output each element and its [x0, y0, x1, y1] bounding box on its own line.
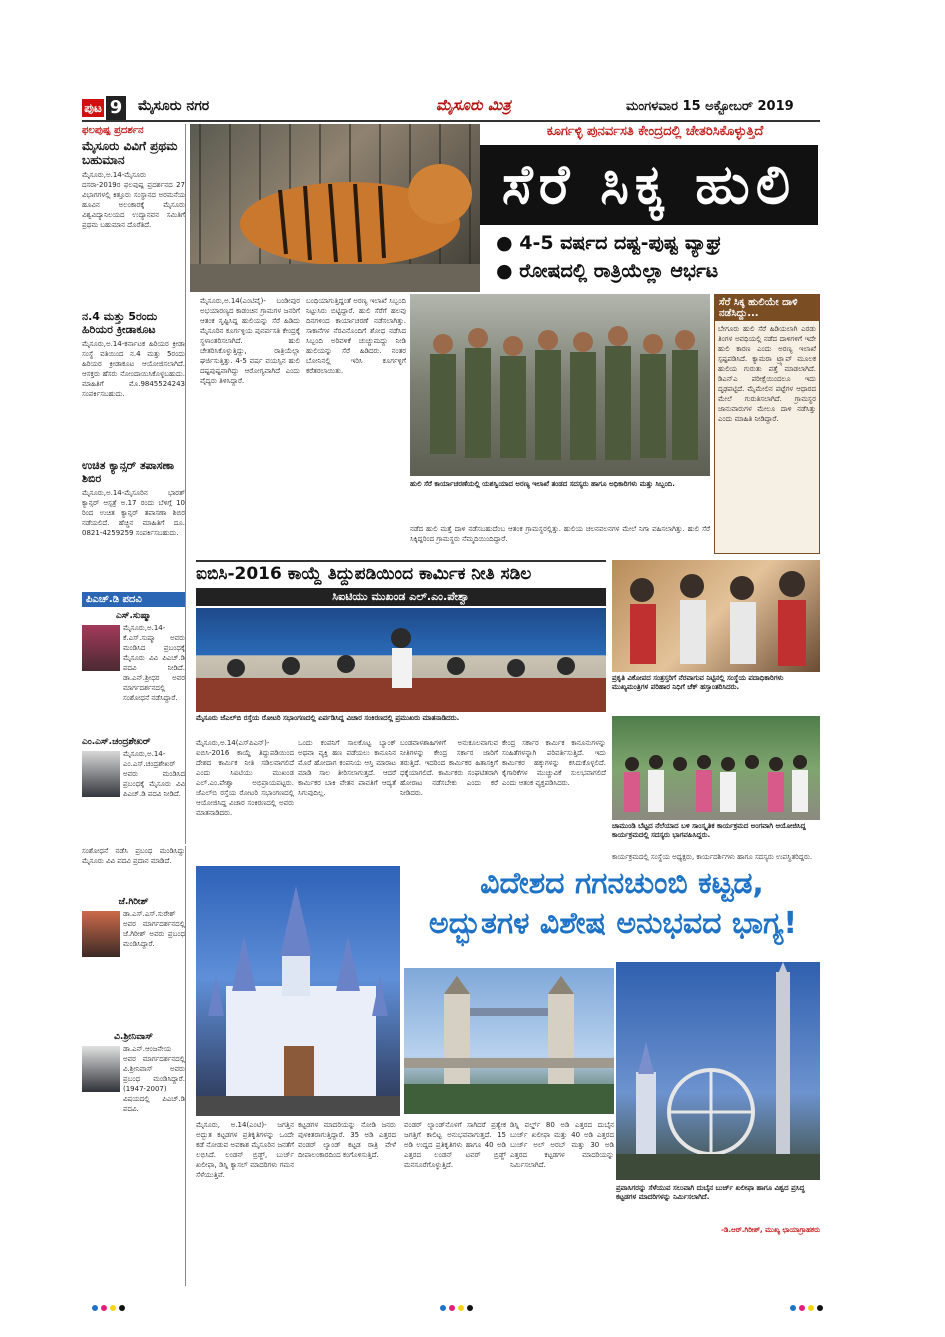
sidebox	[714, 294, 820, 554]
page-number: 9	[106, 96, 126, 120]
expo-headline: ವಿದೇಶದ ಗಗನಚುಂಬಿ ಕಟ್ಟಡ,	[480, 866, 764, 901]
bullet-text: ರೋಷದಲ್ಲಿ ರಾತ್ರಿಯೆಲ್ಲಾ ಆರ್ಭಟ	[519, 260, 719, 282]
scholar-text: ಮೈಸೂರು,ಅ.14-ಎಂ.ಎಸ್.ಚಂದ್ರಶೇಖರ್ ಅವರು ಮಂಡಿಸಿದ ಪ್ರಬಂಧಕ್ಕೆ ಮೈಸೂರು ವಿವಿ ಪಿಎಚ್.ಡಿ ಪದವಿ ನೀಡಿದೆ.	[123, 750, 185, 798]
scholar-text: ಡಾ.ಎಸ್.ಎಸ್.ಸುರೇಶ್ ಅವರ ಮಾರ್ಗದರ್ಶನದಲ್ಲಿ ಜೆ.ಗಿರೀಶ್ ಅವರು ಪ್ರಬಂಧ ಮಂಡಿಸಿದ್ದಾರೆ.	[123, 910, 185, 948]
group-photo	[612, 716, 820, 820]
headline: ಉಚಿತ ಕ್ಯಾನ್ಸರ್ ತಪಾಸಣಾ ಶಿಬಿರ	[82, 459, 175, 485]
scholar-photo	[82, 911, 120, 957]
labor-column: ಬಂಡವಾಳಶಾಹಿಗಳಿಗೆ ಅನುಕೂಲವಾಗುವ ನೀತಿಗಳನ್ನು ಕೇಂದ್ರ ಸರ್ಕಾರ ಜಾರಿಗೆ ತರುತ್ತಿದೆ. ಇದರಿಂದ ಕಾರ್ಮಿಕರ ಹಿತಾಸಕ್ತಿಗೆ ಧಕ್ಕೆಯಾಗಲಿದೆ. ಕಾರ್ಮಿಕರು ಸಂಘಟಿತರಾಗಿ ಹೋರಾಟ ನಡೆಸಬೇಕು ಎಂದು ಕರೆ ನೀಡಿದರು.	[400, 739, 498, 797]
lead-bullet	[496, 232, 816, 254]
photo-caption: ಪ್ರವಾಸಿಗರನ್ನು ಸೆಳೆಯುವ ಸಲುವಾಗಿ ದುಬೈನ ಬುರ್ಜ್ ಖಲೀಫಾ ಹಾಗೂ ವಿಶ್ವದ ಪ್ರಸಿದ್ಧ ಕಟ್ಟಡಗಳ ಮಾದರಿಗಳನ್ನು ನಿರ್ಮಿಸಲಾಗಿದೆ.	[616, 1184, 805, 1201]
registration-dot-yellow	[808, 1305, 814, 1311]
phd-section-title: ಪಿಎಚ್.ಡಿ ಪದವಿ	[82, 592, 185, 607]
registration-dot-magenta	[101, 1305, 107, 1311]
scholar-photo	[82, 625, 120, 671]
expo-column: ಕಟ್ಟಡಗಳ ಮಾದರಿಯನ್ನು ನೋಡಿ ಜನರು ಪುಳಕಿತರಾಗುತ್ತಿದ್ದಾರೆ. 35 ಅಡಿ ಎತ್ತರದ ವಂಡರ್ ಲ್ಯಾಂಡ್ ಕಟ್ಟಡ ರಾತ್ರಿ ವೇಳೆ ದೀಪಾಲಂಕಾರದಿಂದ ಕಂಗೊಳಿಸುತ್ತಿದೆ.	[298, 1121, 396, 1159]
registration-dot-magenta	[449, 1305, 455, 1311]
seminar-illustration	[196, 608, 606, 712]
scholar-photo	[82, 751, 120, 797]
section-title: ಮೈಸೂರು ನಗರ	[138, 98, 210, 114]
issue-date: ಮಂಗಳವಾರ 15 ಅಕ್ಟೋಬರ್ 2019	[626, 99, 794, 114]
photo-caption: ಹುಲಿ ಸೆರೆ ಕಾರ್ಯಾಚರಣೆಯಲ್ಲಿ ಯಶಸ್ವಿಯಾದ ಅರಣ್ಯ ಇಲಾಖೆ ತಂಡದ ಸದಸ್ಯರು ಹಾಗೂ ಅಧಿಕಾರಿಗಳು ಮತ್ತು ಸಿಬ್ಬಂದಿ.	[410, 480, 675, 488]
expo-column: ಡಿಸ್ನಿ ವರ್ಲ್ಡ್ 80 ಅಡಿ ಎತ್ತರದ ದುಬೈನ ಬುರ್ಜ್ ಖಲೀಫಾ ಮತ್ತು 40 ಅಡಿ ಎತ್ತರದ ಬುರ್ಜ್ ಅಲ್ ಅರಬ್ ಮತ್ತು 30 ಅಡಿ ಎತ್ತರದ ಕಟ್ಟಡಗಳ ಮಾದರಿಯನ್ನು ನಿರ್ಮಿಸಲಾಗಿದೆ.	[510, 1121, 614, 1169]
labor-column: ಮೈಸೂರು,ಅ.14(ಎಸ್‌ಪಿಎನ್)- ಐಬಿಸಿ-2016 ಕಾಯ್ದೆ ತಿದ್ದುಪಡಿಯಿಂದ ದೇಶದ ಕಾರ್ಮಿಕ ನೀತಿ ಸಡಿಲವಾಗಲಿದೆ ಎಂದು ಸಿಐಟಿಯು ಮುಖಂಡ ಎಲ್.ಎಂ.ಪೇಶ್ವಾ ಅಭಿಪ್ರಾಯಪಟ್ಟರು. ಜೆಎಲ್‌ಬಿ ರಸ್ತೆಯ ರೋಟರಿ ಸಭಾಂಗಣದಲ್ಲಿ ಆಯೋಜಿಸಿದ್ದ ವಿಚಾರ ಸಂಕಿರಣದಲ್ಲಿ ಅವರು ಮಾತನಾಡಿದರು.	[196, 739, 294, 817]
headline: ಮೈಸೂರು ವಿವಿಗೆ ಪ್ರಥಮ ಬಹುಮಾನ	[82, 139, 178, 167]
article-body: ಸಂಶೋಧನೆ ನಡೆಸಿ ಪ್ರಬಂಧ ಮಂಡಿಸಿದ್ದು ಮೈಸೂರು ವಿವಿ ಪದವಿ ಪ್ರದಾನ ಮಾಡಿದೆ.	[82, 847, 185, 865]
registration-dot-magenta	[799, 1305, 805, 1311]
sidebox-body: ಬೇಗೂರು ಹುಲಿ ಸೆರೆ ಹಿಡಿಯಲಾಗಿ ಎರಡು ತಿಂಗಳ ಅವಧಿಯಲ್ಲಿ ನಡೆದ ದಾಳಿಗಳಿಗೆ ಇದೇ ಹುಲಿ ಕಾರಣ ಎಂದು ಅರಣ್ಯ ಇಲಾಖೆ ಸ್ಪಷ್ಟಪಡಿಸಿದೆ. ಕ್ಯಾಮರಾ ಟ್ರ್ಯಾಪ್ ಮೂಲಕ ಹುಲಿಯ ಗುರುತು ಪತ್ತೆ ಮಾಡಲಾಗಿದೆ. ಡಿಎನ್‌ಎ ಪರೀಕ್ಷೆಯಿಂದಲೂ ಇದು ದೃಢಪಟ್ಟಿದೆ. ಮೈಮೇಲಿನ ಪಟ್ಟೆಗಳ ಆಧಾರದ ಮೇಲೆ ಗುರುತಿಸಲಾಗಿದೆ. ಗ್ರಾಮಸ್ಥರ ಜಾನುವಾರುಗಳ ಮೇಲೂ ದಾಳಿ ನಡೆಸಿತ್ತು ಎಂದು ಮಾಹಿತಿ ನೀಡಿದ್ದಾರೆ.	[718, 325, 816, 423]
lead-column: ಬಂಧಿಯಾಗುತ್ತಿದ್ದಂತೆ ಅರಣ್ಯ ಇಲಾಖೆ ಸಿಬ್ಬಂದಿ ನಿಟ್ಟುಸಿರು ಬಿಟ್ಟಿದ್ದಾರೆ. ಹುಲಿ ಸೆರೆಗೆ ಹಲವು ದಿನಗಳಿಂದ ಕಾರ್ಯಾಚರಣೆ ನಡೆಸಲಾಗಿತ್ತು. ಸಾಕಾನೆಗಳ ನೆರವಿನೊಂದಿಗೆ ಶೋಧ ನಡೆಸಿದ ಸಿಬ್ಬಂದಿ ಅರಿವಳಿಕೆ ಚುಚ್ಚುಮದ್ದು ನೀಡಿ ಹುಲಿಯನ್ನು ಸೆರೆ ಹಿಡಿದರು. ನಂತರ ಬೋನಿನಲ್ಲಿ ಇರಿಸಿ ಕೂರ್ಗಳ್ಳಿಗೆ ಕರೆತರಲಾಯಿತು.	[306, 297, 406, 375]
registration-dot-blue	[92, 1305, 98, 1311]
labor-subhead: ಸಿಐಟಿಯು ಮುಖಂಡ ಎಲ್.ಎಂ.ಪೇಶ್ವಾ	[196, 588, 606, 606]
photo-caption: ಚಾಮುಂಡಿ ಬೆಟ್ಟದ ನೆಲೆಯಾದ ಬಳಿ ಸಾಂಸ್ಕೃತಿಕ ಕಾರ್ಯಕ್ರಮದ ಅಂಗವಾಗಿ ಆಯೋಜಿಸಿದ್ದ ಕಾರ್ಯಕ್ರಮದಲ್ಲಿ ಸದಸ್ಯರು ಭಾಗವಹಿಸಿದ್ದರು.	[612, 822, 806, 839]
people-illustration	[612, 560, 820, 672]
lead-headline: ಸೆರೆ ಸಿಕ್ಕ ಹುಲಿ	[480, 145, 818, 225]
registration-dot-black	[467, 1305, 473, 1311]
lead-column: ನಡೆದ ಹುಲಿ ಮತ್ತೆ ದಾಳಿ ನಡೆಸಬಹುದೆಂಬ ಆತಂಕ ಗ್ರಾಮಸ್ಥರಲ್ಲಿತ್ತು. ಹುಲಿಯ ಚಲನವಲನಗಳ ಮೇಲೆ ನಿಗಾ ವಹಿಸಲಾಗಿತ್ತು. ಹುಲಿ ಸೆರೆ ಸಿಕ್ಕಿದ್ದರಿಂದ ಗ್ರಾಮಸ್ಥರು ನೆಮ್ಮದಿಯಿಂದಿದ್ದಾರೆ.	[410, 525, 710, 543]
registration-dot-yellow	[458, 1305, 464, 1311]
registration-marks	[440, 1296, 476, 1315]
labor-column: ಕೇಂದ್ರ ಸರ್ಕಾರ ಕಾರ್ಮಿಕ ಕಾನೂನುಗಳನ್ನು ಸಂಹಿತೆಗಳನ್ನಾಗಿ ಪರಿವರ್ತಿಸುತ್ತಿದೆ. ಇದು ಕಾರ್ಮಿಕರ ಹಕ್ಕುಗಳನ್ನು ಕಸಿದುಕೊಳ್ಳಲಿದೆ. ಕೈಗಾರಿಕೆಗಳ ಮುಚ್ಚುವಿಕೆ ಸುಲಭವಾಗಲಿದೆ ಎಂದು ಆತಂಕ ವ್ಯಕ್ತಪಡಿಸಿದರು.	[502, 739, 606, 787]
skyline-illustration	[616, 962, 820, 1180]
castle-illustration	[196, 866, 400, 1116]
left-column	[82, 124, 186, 844]
scholar-text: ಮೈಸೂರು,ಅ.14-ಕೆ.ಎಸ್.ಸುಷ್ಮಾ ಅವರು ಮಂಡಿಸಿದ ಪ್ರಬಂಧಕ್ಕೆ ಮೈಸೂರು ವಿವಿ ಪಿಎಚ್.ಡಿ ಪದವಿ ನೀಡಿದೆ. ಡಾ.ಎನ್.ಶ್ರೀಧರ ಅವರ ಮಾರ್ಗದರ್ಶನದಲ್ಲಿ ಸಂಶೋಧನೆ ನಡೆಸಿದ್ದಾರೆ.	[123, 624, 185, 702]
seminar-photo	[196, 608, 606, 712]
headline: ನ.4 ಮತ್ತು 5ರಂದು ಹಿರಿಯರ ಕ್ರೀಡಾಕೂಟ	[82, 310, 158, 336]
scholar-name: ಜೆ.ಗಿರೀಶ್	[118, 897, 149, 907]
scholar-name: ಎಸ್.ಸುಷ್ಮಾ	[115, 611, 152, 621]
tiger-photo	[190, 124, 480, 292]
burj-photo	[616, 962, 820, 1180]
scholar-text: ಡಾ.ಎನ್.ಆಂಜನೇಯ ಅವರ ಮಾರ್ಗದರ್ಶನದಲ್ಲಿ ವಿ.ಶ್ರೀನಿವಾಸ್ ಅವರು ಪ್ರಬಂಧ ಮಂಡಿಸಿದ್ದಾರೆ. (1947-2007) ವಿಷಯದಲ್ಲಿ ಪಿಎಚ್.ಡಿ ಪದವಿ.	[123, 1045, 185, 1113]
crowd-illustration	[612, 716, 820, 820]
photo-caption: ಪ್ರಕೃತಿ ವಿಕೋಪದ ಸಂತ್ರಸ್ತರಿಗೆ ನೆರವಾಗುವ ನಿಟ್ಟಿನಲ್ಲಿ ಸಂಸ್ಥೆಯ ಪದಾಧಿಕಾರಿಗಳು ಮುಖ್ಯಮಂತ್ರಿಗಳ ಪರಿಹಾರ ನಿಧಿಗೆ ಚೆಕ್ ಹಸ್ತಾಂತರಿಸಿದರು.	[612, 674, 784, 691]
photo-credit: -ಡಿ.ಆರ್.ಗಿರೀಶ್, ಮುಖ್ಯ ಛಾಯಾಗ್ರಾಹಕರು	[721, 1226, 820, 1234]
expo-headline: ಅದ್ಭುತಗಳ ವಿಶೇಷ ಅನುಭವದ ಭಾಗ್ಯ!	[428, 906, 798, 941]
registration-marks	[92, 1296, 128, 1315]
left-column-lower	[82, 846, 186, 1286]
lead-column: ಮೈಸೂರು,ಅ.14(ಎಂಟಿವೈ)- ಬಂಡೀಪುರ ಅಭಯಾರಣ್ಯದ ಕಾಡಂಚಿನ ಗ್ರಾಮಗಳ ಜನರಿಗೆ ಆತಂಕ ಸೃಷ್ಟಿಸಿದ್ದ ಹುಲಿಯನ್ನು ಸೆರೆ ಹಿಡಿದು ಮೈಸೂರಿನ ಕೂರ್ಗಳ್ಳಿಯ ಪುನರ್ವಸತಿ ಕೇಂದ್ರಕ್ಕೆ ಸ್ಥಳಾಂತರಿಸಲಾಗಿದೆ. ಹುಲಿ ಚೇತರಿಸಿಕೊಳ್ಳುತ್ತಿದ್ದು, ರಾತ್ರಿಯೆಲ್ಲಾ ಘರ್ಜಿಸುತ್ತಿತ್ತು. 4-5 ವರ್ಷ ವಯಸ್ಸಿನ ಹುಲಿ ದಷ್ಟಪುಷ್ಟವಾಗಿದ್ದು ಆರೋಗ್ಯವಾಗಿದೆ ಎಂದು ವೈದ್ಯರು ತಿಳಿಸಿದ್ದಾರೆ.	[200, 297, 300, 385]
phd-entry	[82, 610, 185, 733]
bridge-illustration	[404, 968, 614, 1114]
article-body: ಮೈಸೂರು,ಅ.14-ಕರ್ನಾಟಕ ಹಿರಿಯರ ಕ್ರೀಡಾ ಸಂಸ್ಥೆ ವತಿಯಿಂದ ನ.4 ಮತ್ತು 5ರಂದು ಹಿರಿಯರ ಕ್ರೀಡಾಕೂಟ ಆಯೋಜಿಸಲಾಗಿದೆ. ಆಸಕ್ತರು ಹೆಸರು ನೋಂದಾಯಿಸಿಕೊಳ್ಳಬಹುದು. ಮಾಹಿತಿಗೆ ಮೊ.9845524243 ಸಂಪರ್ಕಿಸಬಹುದು.	[82, 340, 185, 398]
lead-bullet	[496, 260, 816, 282]
expo-column: ವಂಡರ್ ಲ್ಯಾಂಡ್‌ನೊಳಗೆ ಸಾಗಿದರೆ ಪ್ರತ್ಯೇಕ ಜಗತ್ತಿಗೆ ಕಾಲಿಟ್ಟ ಅನುಭವವಾಗುತ್ತದೆ. 15 ಅಡಿ ಉದ್ದದ ಪ್ರತಿಕೃತಿಗಳು ಹಾಗೂ 40 ಅಡಿ ಎತ್ತರದ ಲಂಡನ್ ಟವರ್ ಬ್ರಿಡ್ಜ್ ಮನಸೂರೆಗೊಳ್ಳುತ್ತಿದೆ.	[404, 1121, 506, 1169]
lead-kicker: ಕೂರ್ಗಳ್ಳಿ ಪುನರ್ವಸತಿ ಕೇಂದ್ರದಲ್ಲಿ ಚೇತರಿಸಿಕೊಳ್ಳುತ್ತಿದೆ	[546, 124, 764, 139]
bullet-icon: ●	[496, 260, 513, 282]
article-body: ಕಾರ್ಯಕ್ರಮದಲ್ಲಿ ಸಂಸ್ಥೆಯ ಅಧ್ಯಕ್ಷರು, ಕಾರ್ಯದರ್ಶಿಗಳು ಹಾಗೂ ಸದಸ್ಯರು ಉಪಸ್ಥಿತರಿದ್ದರು.	[612, 853, 813, 861]
bridge-photo	[404, 968, 614, 1114]
castle-photo	[196, 866, 400, 1116]
scholar-photo	[82, 1046, 120, 1092]
kicker: ಫಲಪುಷ್ಪ ಪ್ರದರ್ಶನ	[82, 125, 144, 136]
cheque-photo	[612, 560, 820, 672]
scholar-name: ಎಂ.ಎಸ್.ಚಂದ್ರಶೇಖರ್	[82, 737, 151, 747]
registration-dot-blue	[790, 1305, 796, 1311]
article-body: ಮೈಸೂರು,ಅ.14-ಮೈಸೂರಿನ ಭಾರತ್ ಕ್ಯಾನ್ಸರ್ ಆಸ್ಪತ್ರೆ ಅ.17 ರಂದು ಬೆಳಿಗ್ಗೆ 10 ರಿಂದ ಉಚಿತ ಕ್ಯಾನ್ಸರ್ ತಪಾಸಣಾ ಶಿಬಿರ ನಡೆಯಲಿದೆ. ಹೆಚ್ಚಿನ ಮಾಹಿತಿಗೆ ದೂ. 0821-4259259 ಸಂಪರ್ಕಿಸಬಹುದು.	[82, 489, 185, 537]
labor-headline: ಐಬಿಸಿ-2016 ಕಾಯ್ದೆ ತಿದ್ದುಪಡಿಯಿಂದ ಕಾರ್ಮಿಕ ನೀತಿ ಸಡಿಲ	[196, 560, 606, 588]
page-label: ಪುಟ	[82, 99, 104, 117]
registration-dot-yellow	[110, 1305, 116, 1311]
masthead-logo: ಮೈಸೂರು ಮಿತ್ರ	[436, 96, 511, 114]
bullet-text: 4-5 ವರ್ಷದ ದಷ್ಟ-ಪುಷ್ಟ ವ್ಯಾಘ್ರ	[519, 232, 722, 254]
registration-marks	[790, 1296, 826, 1315]
tiger-illustration	[190, 124, 480, 292]
bullet-icon: ●	[496, 232, 513, 254]
registration-dot-black	[817, 1305, 823, 1311]
phd-entry	[82, 736, 185, 809]
registration-dot-black	[119, 1305, 125, 1311]
registration-dot-blue	[440, 1305, 446, 1311]
labor-column: ಒಂದು ಕಂಪನಿಗೆ ಸಾಲಕೊಟ್ಟ ಬ್ಯಾಂಕ್ ಅಥವಾ ವ್ಯಕ್ತಿ ಹಣ ಪಡೆಯಲು ಕಾನೂನಿನ ಮೊರೆ ಹೋದಾಗ ಕಂಪನಿಯ ಆಸ್ತಿ ಮಾರಾಟ ಮಾಡಿ ಸಾಲ ತೀರಿಸಲಾಗುತ್ತದೆ. ಆದರೆ ಕಾರ್ಮಿಕರ ಬಾಕಿ ವೇತನ ಪಾವತಿಗೆ ಆದ್ಯತೆ ಸಿಗುವುದಿಲ್ಲ.	[298, 739, 396, 797]
group-illustration	[410, 294, 710, 476]
photo-caption: ಮೈಸೂರು ಜೆಎಲ್‌ಬಿ ರಸ್ತೆಯ ರೋಟರಿ ಸಭಾಂಗಣದಲ್ಲಿ ಏರ್ಪಡಿಸಿದ್ದ ವಿಚಾರ ಸಂಕಿರಣದಲ್ಲಿ ಪ್ರಮುಖರು ಮಾತನಾಡಿದರು.	[196, 714, 460, 722]
team-photo	[410, 294, 710, 476]
expo-column: ಮೈಸೂರು, ಅ.14(ಎಂಟಿ)- ಜಗತ್ತಿನ ಅದ್ಭುತ ಕಟ್ಟಡಗಳ ಪ್ರತಿಕೃತಿಗಳನ್ನು ಒಂದೇ ಕಡೆ ನೋಡುವ ಅವಕಾಶ ಮೈಸೂರಿನ ಜನತೆಗೆ ಲಭಿಸಿದೆ. ಲಂಡನ್ ಬ್ರಿಡ್ಜ್, ಬುರ್ಜ್ ಖಲೀಫಾ, ಡಿಸ್ನಿ ಕ್ಯಾಸಲ್ ಮಾದರಿಗಳು ಗಮನ ಸೆಳೆಯುತ್ತಿವೆ.	[196, 1121, 294, 1179]
scholar-name: ವಿ.ಶ್ರೀನಿವಾಸ್	[114, 1032, 153, 1042]
article-body: ಮೈಸೂರು,ಅ.14-ಮೈಸೂರು ದಸರಾ-2019ರ ಫಲಪುಷ್ಪ ಪ್ರದರ್ಶನದ 27 ವಿಭಾಗಗಳಲ್ಲಿ ಕಿತ್ತೂರು ಸಂಸ್ಥಾನದ ಅರಮನೆಯ ಹೂವಿನ ಅಲಂಕಾರಕ್ಕೆ ಮೈಸೂರು ವಿಶ್ವವಿದ್ಯಾನಿಲಯದ ಉದ್ಯಾನವನ ಸಮಿತಿಗೆ ಪ್ರಥಮ ಬಹುಮಾನ ದೊರೆತಿದೆ.	[82, 171, 185, 229]
sidebox-title: ಸೆರೆ ಸಿಕ್ಕ ಹುಲಿಯೇ ದಾಳಿ ನಡೆಸಿದ್ದು...	[715, 295, 819, 321]
